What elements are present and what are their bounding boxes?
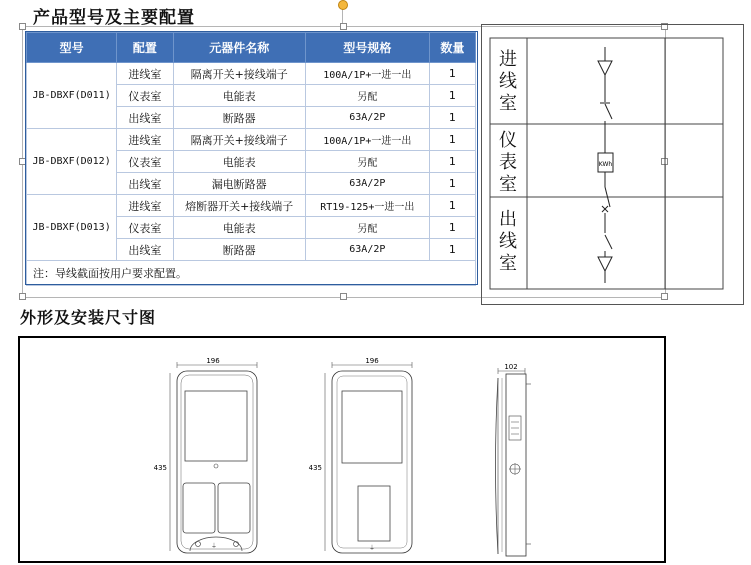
header-config: 配置 — [117, 33, 173, 63]
model-cell: JB-DBXF(D011) — [27, 63, 117, 129]
component-cell: 电能表 — [173, 217, 305, 239]
spec-cell: 63A/2P — [305, 173, 429, 195]
component-cell: 熔断器开关+接线端子 — [173, 195, 305, 217]
grounding-symbol-icon: ⏚ — [368, 545, 376, 552]
resize-handle-n[interactable] — [340, 23, 347, 30]
config-cell: 进线室 — [117, 63, 173, 85]
config-cell: 出线室 — [117, 173, 173, 195]
section-title-models: 产品型号及主要配置 — [33, 8, 195, 28]
header-spec: 型号规格 — [305, 33, 429, 63]
qty-cell: 1 — [429, 107, 475, 129]
config-cell: 仪表室 — [117, 217, 173, 239]
qty-cell: 1 — [429, 85, 475, 107]
spec-cell: 63A/2P — [305, 239, 429, 261]
dim-depth: 102 — [504, 363, 518, 371]
component-cell: 电能表 — [173, 151, 305, 173]
side-view — [496, 363, 532, 556]
spec-cell: 63A/2P — [305, 107, 429, 129]
config-cell: 进线室 — [117, 129, 173, 151]
section-title-dimensions: 外形及安装尺寸图 — [20, 308, 157, 327]
grounding-symbol-icon: ⏚ — [210, 543, 218, 550]
front-view-body — [309, 357, 412, 553]
section-label-incoming: 进 线 室 — [499, 49, 517, 114]
dim-width-1: 196 — [206, 357, 220, 365]
component-cell: 断路器 — [173, 107, 305, 129]
model-cell: JB-DBXF(D012) — [27, 129, 117, 195]
spec-cell: 另配 — [305, 217, 429, 239]
isolating-switch-icon — [600, 103, 612, 153]
front-view-door — [154, 357, 257, 553]
meter-label: KWh — [598, 161, 613, 168]
config-cell: 进线室 — [117, 195, 173, 217]
table-note-row — [27, 261, 476, 286]
dimension-drawing-box — [18, 336, 666, 563]
resize-handle-nw[interactable] — [19, 23, 26, 30]
spec-cell: 100A/1P+一进一出 — [305, 63, 429, 85]
spec-cell: 另配 — [305, 151, 429, 173]
component-cell: 断路器 — [173, 239, 305, 261]
outgoing-terminal-icon — [598, 257, 612, 283]
header-component: 元器件名称 — [173, 33, 305, 63]
component-cell: 电能表 — [173, 85, 305, 107]
component-cell: 隔离开关+接线端子 — [173, 63, 305, 85]
table-row — [27, 195, 476, 217]
table-note: 注：导线截面按用户要求配置。 — [27, 261, 476, 286]
kwh-meter-icon — [598, 153, 613, 187]
dim-height-1: 435 — [153, 464, 167, 472]
qty-cell: 1 — [429, 239, 475, 261]
schematic-drawing — [482, 25, 743, 304]
wiring-schematic — [481, 24, 744, 305]
qty-cell: 1 — [429, 217, 475, 239]
resize-handle-sw[interactable] — [19, 293, 26, 300]
qty-cell: 1 — [429, 129, 475, 151]
component-cell: 隔离开关+接线端子 — [173, 129, 305, 151]
table-row — [27, 63, 476, 85]
config-cell: 出线室 — [117, 239, 173, 261]
header-qty: 数量 — [429, 33, 475, 63]
section-label-meter: 仪 表 室 — [499, 130, 517, 195]
dim-width-2: 196 — [365, 357, 379, 365]
qty-cell: 1 — [429, 63, 475, 85]
spec-table — [26, 32, 476, 286]
table-row — [27, 129, 476, 151]
config-cell: 仪表室 — [117, 151, 173, 173]
header-model: 型号 — [27, 33, 117, 63]
resize-handle-s[interactable] — [340, 293, 347, 300]
spec-cell: RT19-125+一进一出 — [305, 195, 429, 217]
spec-cell: 100A/1P+一进一出 — [305, 129, 429, 151]
model-cell: JB-DBXF(D013) — [27, 195, 117, 261]
component-cell: 漏电断路器 — [173, 173, 305, 195]
spec-cell: 另配 — [305, 85, 429, 107]
qty-cell: 1 — [429, 173, 475, 195]
rotation-handle[interactable] — [338, 0, 348, 10]
dim-height-2: 435 — [308, 464, 322, 472]
dimension-drawing — [20, 338, 664, 561]
section-label-outgoing: 出 线 室 — [499, 209, 517, 274]
qty-cell: 1 — [429, 151, 475, 173]
table-header-row — [27, 33, 476, 63]
config-cell: 仪表室 — [117, 85, 173, 107]
qty-cell: 1 — [429, 195, 475, 217]
incoming-terminal-icon — [598, 47, 612, 102]
config-cell: 出线室 — [117, 107, 173, 129]
resize-handle-w[interactable] — [19, 158, 26, 165]
